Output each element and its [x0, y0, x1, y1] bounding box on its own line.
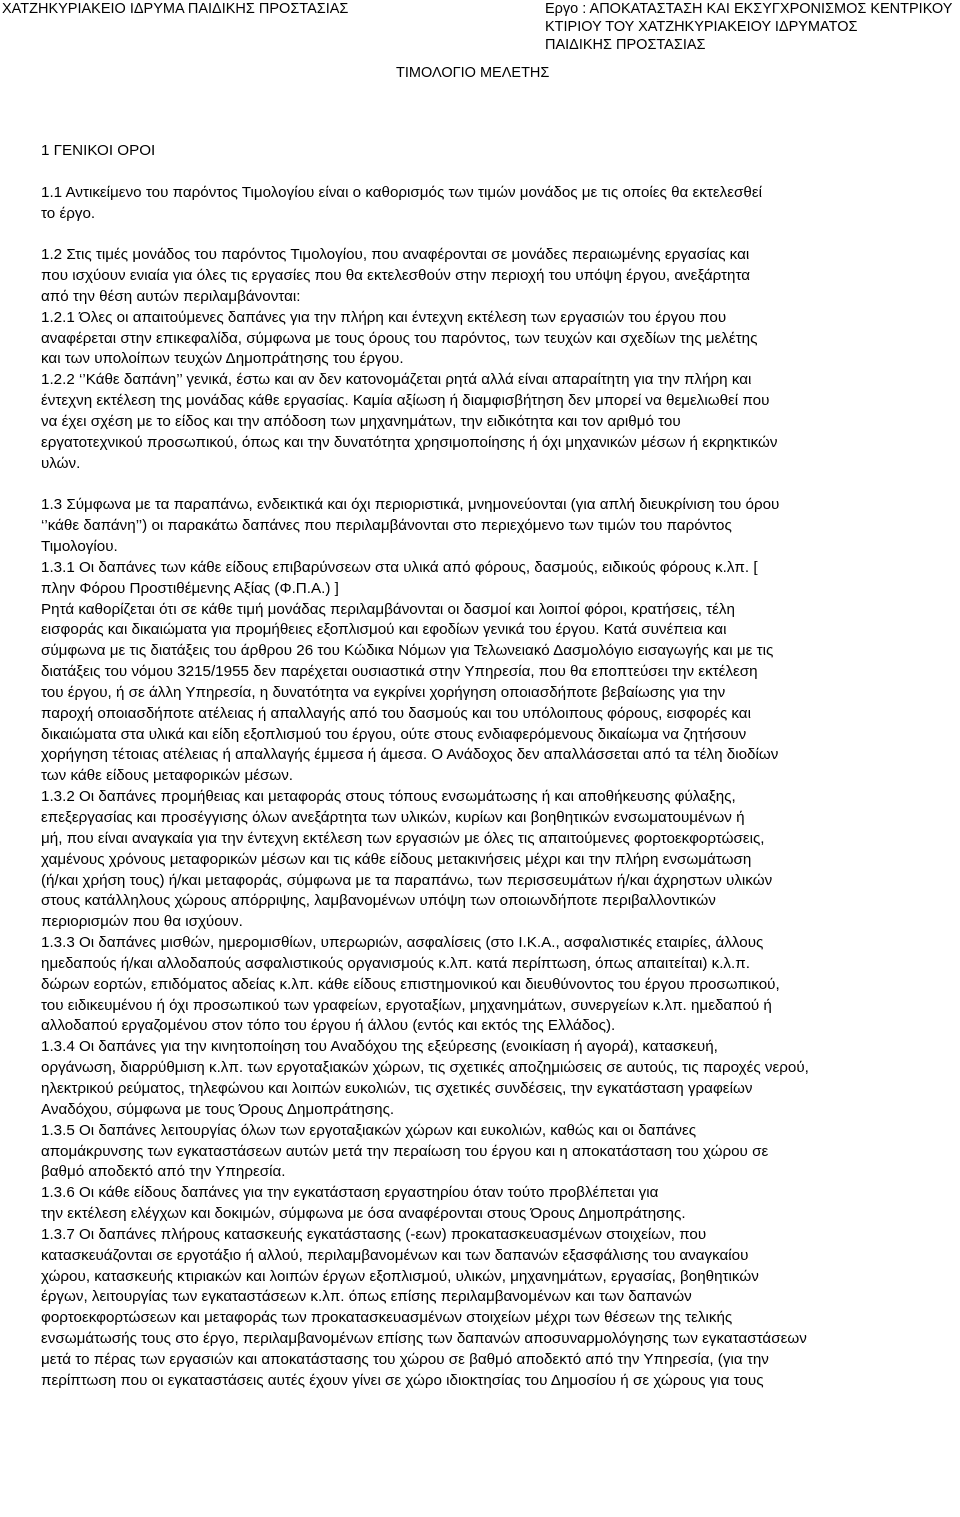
text-line: χορήγηση τέτοιας ατέλειας ή απαλλαγής έμμεσα ή άμεσα. Ο Ανάδοχος δεν απαλλάσσεται από τα τέλη διοδίων: [41, 746, 779, 764]
text-line: να έχει σχέση με το είδος και την απόδοση των μηχανημάτων, την ειδικότητα και τον αριθμό του: [41, 412, 681, 430]
text-line: του έργου, ή σε άλλη Υπηρεσία, η δυνατότητα να εγκρίνει χορήγηση οποιασδήποτε βεβαίωσης για την: [41, 683, 726, 701]
project-title-line: ΚΤΙΡΙΟΥ ΤΟΥ ΧΑΤΖΗΚΥΡΙΑΚΕΙΟΥ ΙΔΡΥΜΑΤΟΣ: [545, 19, 858, 35]
text-line: των κάθε είδους μεταφορικών μέσων.: [41, 767, 294, 785]
text-line: απομάκρυνσης των εγκαταστάσεων αυτών μετά την περαίωση του έργου και η αποκατάσταση του χώρου σε: [41, 1142, 769, 1160]
text-line: 1.3.1 Οι δαπάνες των κάθε είδους επιβαρύνσεων στα υλικά από φόρους, δασμούς, ειδικούς φόρους κ.λπ. [: [41, 558, 758, 576]
text-line: αναφέρεται στην επικεφαλίδα, σύμφωνα με τους όρους του παρόντος, των τευχών και σχεδίων της μελέτης: [41, 329, 758, 347]
text-line: υλών.: [41, 454, 81, 472]
text-line: δώρων εορτών, επιδόματος αδείας κ.λπ. κάθε είδους επιστημονικού και διευθύνοντος του έργου προσωπικού,: [41, 975, 780, 993]
text-line: 1.1 Αντικείμενο του παρόντος Τιμολογίου είναι ο καθορισμός των τιμών μονάδος με τις οποίες θα εκτελεσθεί: [41, 183, 762, 201]
text-line: χώρου, κατασκευής κτιριακών και λοιπών έργων εξοπλισμού, υλικών, μηχανημάτων, εργασίας, βοηθητικών: [41, 1267, 759, 1285]
text-line: το έργο.: [41, 204, 96, 222]
text-line: έντεχνη εκτέλεση της μονάδας κάθε εργασίας. Καμία αξίωση ή διαμφισβήτηση δεν μπορεί να θεμελιωθεί που: [41, 392, 770, 410]
text-line: κατασκευάζονται σε εργοτάξιο ή αλλού, περιλαμβανομένων και των δαπανών εξασφάλισης του αναγκαίου: [41, 1246, 749, 1264]
text-line: διατάξεις του νόμου 3215/1955 δεν παρέχεται ουσιαστικά στην Υπηρεσία, που θα εποπτεύσει την εκτέλεση: [41, 663, 758, 681]
project-title: [545, 0, 960, 54]
text-line: Ρητά καθορίζεται ότι σε κάθε τιμή μονάδας περιλαμβάνονται οι δασμοί και λοιποί φόροι, κρατήσεις, τέλη: [41, 600, 735, 618]
text-line: περίπτωση που οι εγκαταστάσεις αυτές έχουν γίνει σε χώρο ιδιοκτησίας του Δημοσίου ή σε χώρους για τους: [41, 1371, 764, 1389]
text-line: ηλεκτρικού ρεύματος, τηλεφώνου και λοιπών ευκολιών, τις σχετικές συνδέσεις, την εγκατάσταση γραφείων: [41, 1079, 753, 1097]
paragraph-1-1: [41, 183, 936, 225]
text-line: έργων, λειτουργίας των εγκαταστάσεων κ.λπ. όπως επίσης περιλαμβανομένων και των δαπανών: [41, 1288, 692, 1306]
text-line: 1.2.2 ‘’Κάθε δαπάνη’’ γενικά, έστω και αν δεν κατονομάζεται ρητά αλλά είναι απαραίτητη για την πλήρη και: [41, 371, 752, 389]
document-subtitle: ΤΙΜΟΛΟΓΙΟ ΜΕΛΕΤΗΣ: [396, 65, 550, 81]
text-line: εισφοράς και δικαιώματα για προμήθειες εξοπλισμού και εφοδίων γενικά του έργου. Κατά συνέπεια και: [41, 621, 727, 639]
text-line: [41, 1392, 936, 1413]
text-line: [41, 1454, 936, 1475]
text-line: από την θέση αυτών περιλαμβάνονται:: [41, 287, 301, 305]
text-line: δικαιώματα στα υλικά και είδη εξοπλισμού του έργου, ούτε στους ενδιαφερόμενους δικαίωμα να ζητήσουν: [41, 725, 747, 743]
text-line: την εκτέλεση ελέγχων και δοκιμών, σύμφωνα με όσα αναφέρονται στους Όρους Δημοπράτησης.: [41, 1205, 686, 1223]
text-line: 1.3.3 Οι δαπάνες μισθών, ημερομισθίων, υπερωριών, ασφαλίσεις (στο Ι.Κ.Α., ασφαλιστικές εταιρίες, άλλους: [41, 934, 764, 952]
document-body: [41, 141, 936, 1517]
text-line: (ή/και χρήση τους) ή/και μεταφοράς, σύμφωνα με τα παραπάνω, των περισσευμάτων ή/και άχρηστων υλικών: [41, 871, 773, 889]
text-line: 1.3.2 Οι δαπάνες προμήθειας και μεταφοράς στους τόπους ενσωμάτωσης ή και αποθήκευσης φύλαξης,: [41, 788, 736, 806]
text-line: Αναδόχου, σύμφωνα με τους Όρους Δημοπράτησης.: [41, 1100, 395, 1118]
text-line: Τιμολογίου.: [41, 538, 118, 556]
text-line: [41, 1496, 936, 1517]
text-line: οργάνωση, διαρρύθμιση κ.λπ. των εργοταξιακών χώρων, τις σχετικές αποζημιώσεις σε αυτούς, τις παροχές νερού,: [41, 1059, 809, 1077]
text-line: ενσωμάτωσής τους στο έργο, περιλαμβανομένων επίσης των δαπανών αποσυναρμολόγησης των εγκαταστάσεων: [41, 1330, 807, 1348]
text-line: αλλοδαπού εργαζομένου στον τόπο του έργου ή άλλου (εντός και εκτός της Ελλάδος).: [41, 1017, 616, 1035]
text-line: επεξεργασίας και προσέγγισης όλων ανεξάρτητα των υλικών, κυρίων και βοηθητικών ενσωματουμένων ή: [41, 809, 745, 826]
text-line: που ισχύουν ενιαία για όλες τις εργασίες που θα εκτελεσθούν στην περιοχή του υπόψη έργου, ανεξάρτητα: [41, 267, 751, 285]
text-line: του ειδικευμένου ή όχι προσωπικού των γραφείων, εργοταξίων, μηχανημάτων, συνεργείων κ.λπ. ημεδαπού ή: [41, 996, 772, 1014]
section-heading: 1 ΓΕΝΙΚΟΙ ΟΡΟΙ: [41, 142, 156, 159]
project-title-line: ΠΑΙΔΙΚΗΣ ΠΡΟΣΤΑΣΙΑΣ: [545, 37, 706, 53]
text-line: 1.2 Στις τιμές μονάδος του παρόντος Τιμολογίου, που αναφέρονται σε μονάδες περαιωμένης εργασίας και: [41, 246, 750, 264]
text-line: ημεδαπούς ή/και αλλοδαπούς ασφαλιστικούς οργανισμούς κ.λπ. κατά περίπτωση, όπως απαιτείται) κ.λ.π.: [41, 954, 750, 972]
text-line: φορτοεκφορτώσεων και μεταφοράς των προκατασκευασμένων στοιχείων μέχρι των θέσεων της τελικής: [41, 1309, 733, 1327]
project-title-line: Εργο : ΑΠΟΚΑΤΑΣΤΑΣΗ ΚΑΙ ΕΚΣΥΓΧΡΟΝΙΣΜΟΣ ΚΕΝΤΡΙΚΟΥ: [545, 1, 953, 17]
institution-name: ΧΑΤΖΗΚΥΡΙΑΚΕΙΟ ΙΔΡΥΜΑ ΠΑΙΔΙΚΗΣ ΠΡΟΣΤΑΣΙΑΣ: [2, 1, 349, 17]
text-line: 1.3.7 Οι δαπάνες πλήρους κατασκευής εγκατάστασης (-εων) προκατασκευασμένων στοιχείων, που: [41, 1225, 707, 1243]
text-line: 1.3.6 Οι κάθε είδους δαπάνες για την εγκατάσταση εργαστηρίου όταν τούτο προβλέπεται για: [41, 1184, 659, 1202]
text-line: εργατοτεχνικού προσωπικού, όπως και την δυνατότητα χρησιμοποίησης ή όχι μηχανικών μέσων ή εκρηκτικών: [41, 433, 778, 451]
text-line: πλην Φόρου Προστιθέμενης Αξίας (Φ.Π.Α.) ]: [41, 579, 339, 597]
text-line: [41, 1475, 936, 1496]
text-line: βαθμό αποδεκτό από την Υπηρεσία.: [41, 1163, 286, 1181]
text-line: περιορισμών που θα ισχύουν.: [41, 913, 243, 931]
paragraph-1-2: [41, 245, 936, 474]
text-line: παροχή οποιασδήποτε ατέλειας ή απαλλαγής από του δασμούς και του υπόλοιπους φόρους, εισφορές και: [41, 704, 751, 722]
text-line: [41, 1433, 936, 1454]
text-line: μετά το πέρας των εργασιών και αποκατάστασης του χώρου σε βαθμό αποδεκτό από την Υπηρεσία, (για την: [41, 1350, 769, 1368]
paragraph-1-3: [41, 495, 936, 1516]
text-line: 1.3.4 Οι δαπάνες για την κινητοποίηση του Αναδόχου της εξεύρεσης (ενοικίαση ή αγορά), κατασκευή,: [41, 1038, 718, 1056]
text-line: χαμένους χρόνους μεταφορικών μέσων και τις κάθε είδους μετακινήσεις μέχρι και την πλήρη ενσωμάτωση: [41, 850, 752, 868]
text-line: σύμφωνα με τις διατάξεις του άρθρου 26 του Κώδικα Νόμων για Τελωνειακό Δασμολόγιο εισαγωγής και με τις: [41, 642, 774, 660]
text-line: στους κατάλληλους χώρους απόρριψης, λαμβανομένων υπόψη των οποιωνδήποτε περιβαλλοντικών: [41, 892, 716, 910]
text-line: 1.3 Σύμφωνα με τα παραπάνω, ενδεικτικά και όχι περιοριστικά, μνημονεύονται (για απλή διευκρίνιση του όρου: [41, 496, 780, 514]
text-line: [41, 1412, 936, 1433]
text-line: ‘’κάθε δαπάνη’’) οι παρακάτω δαπάνες που περιλαμβάνονται στο περιεχόμενο των τιμών του παρόντος: [41, 517, 732, 535]
text-line: 1.2.1 Όλες οι απαιτούμενες δαπάνες για την πλήρη και έντεχνη εκτέλεση των εργασιών του έργου που: [41, 308, 727, 326]
text-line: 1.3.5 Οι δαπάνες λειτουργίας όλων των εργοταξιακών χώρων και ευκολιών, καθώς και οι δαπάνες: [41, 1121, 697, 1139]
text-line: μή, που είναι αναγκαία για την έντεχνη εκτέλεση των εργασιών με όλες τις απαιτούμενες φορτοεκφορτώσεις,: [41, 829, 765, 847]
text-line: και των υπολοίπων τευχών Δημοπράτησης του έργου.: [41, 350, 404, 368]
